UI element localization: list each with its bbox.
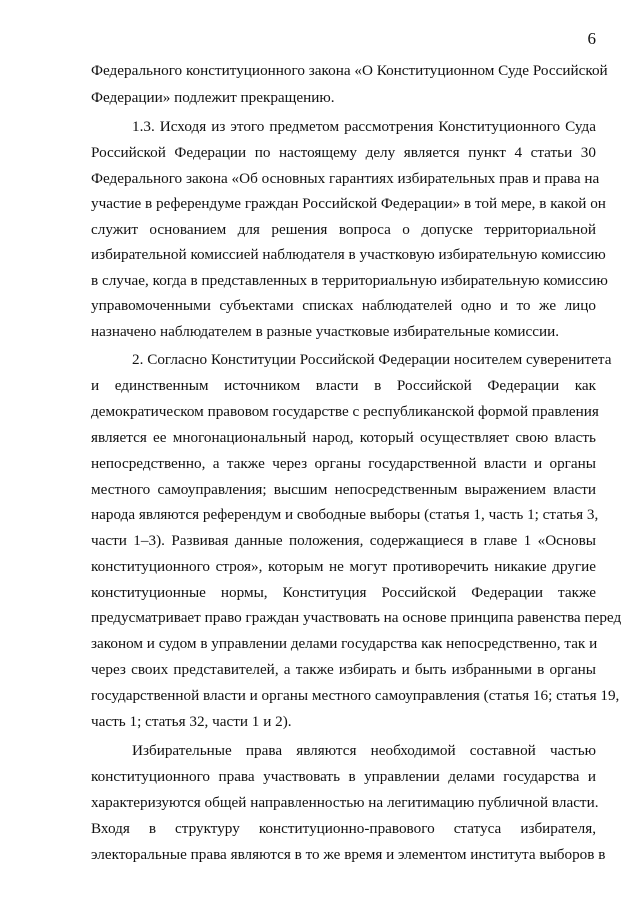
text-line: управомоченными субъектами списках наблюдателей одно и то же лицо: [91, 297, 596, 314]
text-line: непосредственно, а также через органы государственной власти и органы: [91, 455, 596, 472]
text-line: часть 1; статья 32, части 1 и 2).: [91, 713, 292, 730]
text-line: конституционные нормы, Конституция Российской Федерации также: [91, 584, 596, 601]
text-line: Федерального закона «Об основных гарантиях избирательных прав и права на: [91, 170, 600, 187]
text-line: электоральные права являются в то же время и элементом института выборов в: [91, 846, 606, 863]
text-line: участие в референдуме граждан Российской Федерации» в той мере, в какой он: [91, 195, 606, 212]
text-line: предусматривает право граждан участвовать на основе принципа равенства перед: [91, 609, 622, 626]
page-number: 6: [587, 29, 596, 48]
text-line: Входя в структуру конституционно-правового статуса избирателя,: [91, 820, 596, 837]
text-line: местного самоуправления; высшим непосредственным выражением власти: [91, 481, 596, 498]
text-line: государственной власти и органы местного самоуправления (статья 16; статья 19,: [91, 687, 620, 704]
text-line: характеризуются общей направленностью на легитимацию публичной власти.: [91, 794, 599, 811]
text-line: является ее многонациональный народ, который осуществляет свою власть: [91, 429, 596, 446]
text-line: 1.3. Исходя из этого предметом рассмотрения Конституционного Суда: [132, 118, 596, 135]
text-line: Российской Федерации по настоящему делу является пункт 4 статьи 30: [91, 144, 596, 161]
text-line: через своих представителей, а также избирать и быть избранными в органы: [91, 661, 596, 678]
text-line: демократическом правовом государстве с республиканской формой правления: [91, 403, 599, 420]
text-line: законом и судом в управлении делами государства как непосредственно, так и: [91, 635, 598, 652]
text-line: избирательной комиссией наблюдателя в участковую избирательную комиссию: [91, 246, 606, 263]
text-line: конституционного права участвовать в управлении делами государства и: [91, 768, 596, 785]
text-line: служит основанием для решения вопроса о допуске территориальной: [91, 221, 596, 238]
text-line: Избирательные права являются необходимой составной частью: [132, 742, 596, 759]
text-line: Федерального конституционного закона «О Конституционном Суде Российской: [91, 62, 608, 79]
text-line: конституционного строя», которым не могут противоречить никакие другие: [91, 558, 596, 575]
text-line: народа являются референдум и свободные выборы (статья 1, часть 1; статья 3,: [91, 506, 599, 523]
text-line: 2. Согласно Конституции Российской Федерации носителем суверенитета: [132, 351, 612, 368]
text-line: Федерации» подлежит прекращению.: [91, 89, 335, 106]
text-line: части 1–3). Развивая данные положения, содержащиеся в главе 1 «Основы: [91, 532, 596, 549]
text-line: и единственным источником власти в Российской Федерации как: [91, 377, 596, 394]
text-line: в случае, когда в представленных в территориальную избирательную комиссию: [91, 272, 608, 289]
text-line: назначено наблюдателем в разные участковые избирательные комиссии.: [91, 323, 560, 340]
